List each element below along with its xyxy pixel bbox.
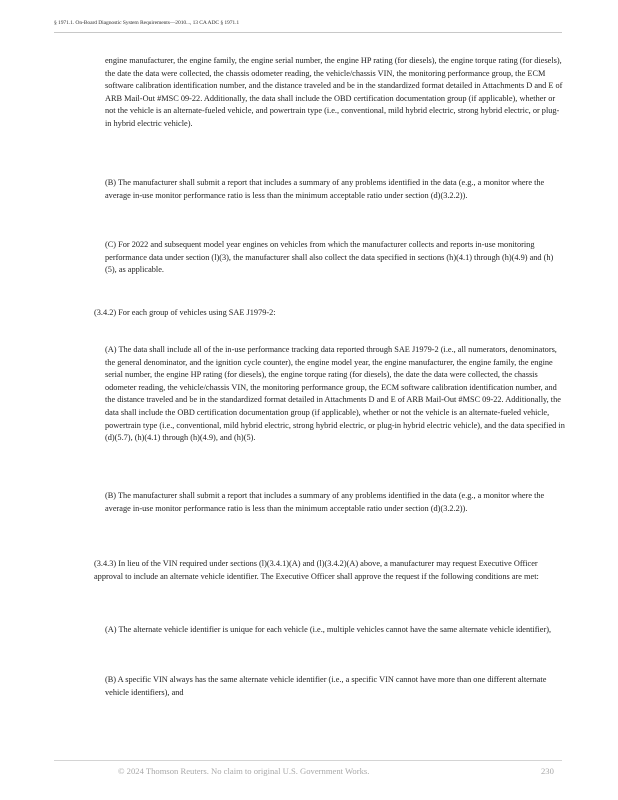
paragraph-report-summary: (B) The manufacturer shall submit a report that includes a summary of any problems identified in the data (e.g., a monitor where the average in-use monitor performance ratio is less than the minimum acceptable ratio under section (d)(3.2.2)). [105, 178, 545, 200]
paragraph-condition-a: (A) The alternate vehicle identifier is unique for each vehicle (i.e., multiple vehicles cannot have the same alternate vehicle identifier), [105, 625, 552, 634]
header-divider [54, 32, 562, 33]
paragraph-data-requirements-continued: engine manufacturer, the engine family, the engine serial number, the engine HP rating (for diesels), the engine torque rating (for diesels), the date the data were collected, the chassis odometer reading, the vehicle/chassis VIN, the monitoring performance group, the ECM software calibration identification number, and the distance traveled and be in the standardized format detailed in Attachments D and E of ARB Mail-Out #MSC 09-22. Additionally, the data shall include the OBD certification documentation group (if applicable), whether or not the vehicle is an alternate-fueled vehicle, and powertrain type (i.e., conventional, mild hybrid electric, strong hybrid electric, or plug-in hybrid electric vehicle). [105, 56, 563, 128]
paragraph-report-summary-j1979-2: (B) The manufacturer shall submit a report that includes a summary of any problems identified in the data (e.g., a monitor where the average in-use monitor performance ratio is less than the minimum acceptable ratio under section (d)(3.2.2)). [105, 491, 545, 513]
footer-divider [54, 760, 562, 761]
section-heading-3-4-2: (3.4.2) For each group of vehicles using SAE J1979-2: [94, 308, 276, 317]
footer-copyright: © 2024 Thomson Reuters. No claim to original U.S. Government Works. [118, 766, 370, 776]
page-number: 230 [541, 766, 554, 776]
running-head: § 1971.1. On-Board Diagnostic System Requirements—2010..., 13 CA ADC § 1971.1 [54, 20, 240, 26]
paragraph-j1979-2-data: (A) The data shall include all of the in-use performance tracking data reported through SAE J1979-2 (i.e., all numerators, denominators, the general denominator, and the ignition cycle counter), the engine model year, the engine manufacturer, the engine family, the engine serial number, the engine HP rating (for diesels), the engine torque rating (for diesels), the date the data were collected, the chassis odometer reading, the vehicle/chassis VIN, the monitoring performance group, the ECM software calibration identification number, and the distance traveled and be in the standardized format detailed in Attachments D and E of ARB Mail-Out #MSC 09-22. Additionally, the data shall include the OBD certification documentation group (if applicable), whether or not the vehicle is an alternate-fueled vehicle, powertrain type (i.e., conventional, mild hybrid electric, strong hybrid electric, or plug-in hybrid electric vehicle), and the data specified in (d)(5.7), (h)(4.1) through (h)(4.9), and (h)(5). [105, 345, 565, 443]
section-3-4-3-alternate-identifier: (3.4.3) In lieu of the VIN required under sections (l)(3.4.1)(A) and (l)(3.4.2)(A) above, a manufacturer may request Executive Officer approval to include an alternate vehicle identifier. The Executive Officer shall approve the request if the following conditions are met: [94, 559, 539, 581]
paragraph-condition-b: (B) A specific VIN always has the same alternate vehicle identifier (i.e., a specific VIN cannot have more than one different alternate vehicle identifiers), and [105, 675, 547, 697]
paragraph-2022-model-year: (C) For 2022 and subsequent model year engines on vehicles from which the manufacturer collects and reports in-use monitoring performance data under section (l)(3), the manufacturer shall also collect the data specified in sections (h)(4.1) through (h)(4.9) and (h)(5), as applicable. [105, 240, 554, 275]
